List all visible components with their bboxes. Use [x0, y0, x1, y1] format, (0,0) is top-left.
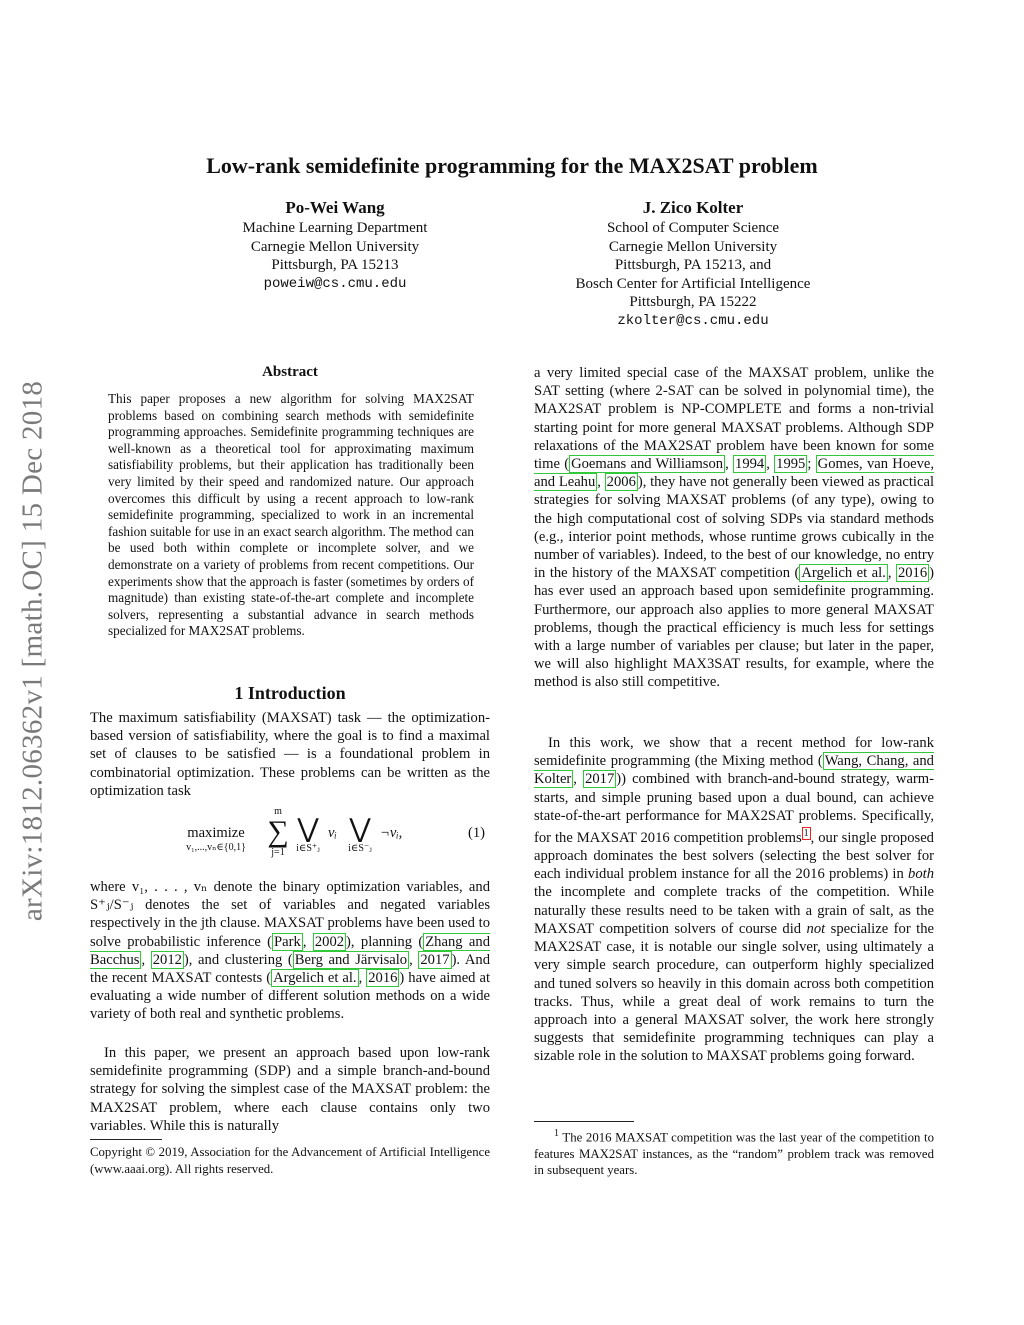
author-affiliation: Pittsburgh, PA 15213	[271, 257, 399, 273]
author-affiliation: Pittsburgh, PA 15213, and	[614, 257, 772, 273]
eq-summation: m ∑ j=1	[267, 806, 289, 858]
citation-link[interactable]: Gomes, van Hoeve, and Leahu	[534, 456, 935, 491]
footnote-rule	[90, 1139, 162, 1140]
citation-link[interactable]: Zhang and Bacchus	[90, 933, 490, 968]
citation-link[interactable]: 2002	[314, 933, 345, 950]
citation-link[interactable]: 2017	[420, 951, 450, 968]
footnote-mark: 1	[554, 1128, 559, 1139]
footnote-text: The 2016 MAXSAT competition was the last year of the competition to features MAX2SAT instances, as the “random” problem track was removed in subsequent years.	[534, 1130, 935, 1178]
citation-link[interactable]: 1994	[735, 456, 765, 473]
citation-link[interactable]: Goemans and Williamson	[571, 456, 724, 473]
author-name: Po-Wei Wang	[285, 198, 385, 217]
intro-paragraph-3: In this paper, we present an approach based upon low-rank semidefinite programming (SDP) and a simple branch-and-bound strategy for solving the simplest case of the MAXSAT problem: the MAX2SAT problem, where each clause contains only two variables. While this is naturally	[90, 1045, 490, 1134]
author-email: zkolter@cs.cmu.edu	[617, 312, 769, 329]
citation-link[interactable]: Argelich et al.	[801, 565, 886, 582]
author-affiliation: Bosch Center for Artificial Intelligence	[575, 275, 811, 292]
author-block-2	[538, 197, 848, 330]
eq-number: (1)	[468, 825, 486, 841]
footnote-1	[534, 1126, 934, 1179]
citation-link[interactable]: Wang, Chang, and Kolter	[534, 753, 934, 788]
citation-link[interactable]: 2016	[897, 565, 928, 582]
section-heading-introduction: 1 Introduction	[234, 683, 346, 703]
eq-negated-variable: ¬vᵢ,	[380, 825, 403, 841]
citation-link[interactable]: Argelich et al.	[273, 970, 357, 987]
author-affiliation: Carnegie Mellon University	[250, 238, 420, 255]
eq-disjunction-negative: ⋁ i∈S⁻ⱼ	[348, 814, 372, 854]
author-affiliation: Pittsburgh, PA 15222	[629, 294, 757, 310]
column2-paragraph-1: a very limited special case of the MAXSAT problem, unlike the SAT setting (where 2-SAT can be solved in polynomial time), the MAX2SAT problem is NP-COMPLETE and forms a non-trivial starting point for more general MAXSAT problems. Although SDP relaxations of the MAX2SAT problem have been known for some time ( Goemans and Williamson , 1994 , 1995 ; Gomes, van Hoeve, and Leahu , 2006 ), they have not generally been viewed as practical strategies for solving MAXSAT problems (of any type), owing to the high computational cost of solving SDPs via standard methods (e.g., interior point methods, whose runtime grows cubically in the number of variables). Indeed, to the best of our knowledge, no entry in the history of the MAXSAT competition ( Argelich et al. , 2016 ) has ever used an approach based upon semidefinite programming. Furthermore, our approach also applies to more general MAXSAT problems, though the practical efficiency is much less for settings with a large number of variables per clause; but later in the paper, we will also highlight MAX3SAT results, for example, where the method is also still competitive.	[534, 365, 935, 691]
intro-paragraph-2: where v₁, . . . , vₙ denote the binary optimization variables, and S⁺ⱼ/S⁻ⱼ denotes the set of variables and negated variables respectively in the jth clause. MAXSAT problems have been used to solve probabilistic inference ( Park , 2002 ), planning ( Zhang and Bacchus , 2012 ), and clustering ( Berg and Järvisalo , 2017 ). And the recent MAXSAT contests ( Argelich et al. , 2016 ) have aimed at evaluating a wide number of different solution methods on a wide variety of both real and synthetic problems.	[90, 879, 491, 1023]
author-email: poweiw@cs.cmu.edu	[263, 275, 407, 292]
citation-link[interactable]: Berg and Järvisalo	[294, 951, 408, 968]
citation-link[interactable]: 2006	[606, 474, 636, 491]
footnote-rule	[534, 1121, 634, 1122]
author-affiliation: Carnegie Mellon University	[608, 238, 778, 255]
equation-1	[90, 806, 490, 872]
author-affiliation: School of Computer Science	[606, 220, 780, 236]
citation-link[interactable]: 2012	[152, 951, 182, 968]
author-name: J. Zico Kolter	[642, 198, 744, 217]
abstract-text: This paper proposes a new algorithm for solving MAX2SAT problems based on combining search methods with semidefinite programming approaches. Semidefinite programming techniques are well-known as a theoretical tool for approximating maximum satisfiability problems, but their application has traditionally been very limited by their speed and randomized nature. Our approach overcomes this difficult by using a recent approach to low-rank semidefinite programming, specialized to work in an incremental fashion suitable for use in an exact search algorithm. The method can be used both within complete or incomplete solver, and we demonstrate on a variety of problems from recent competitions. Our experiments show that the approach is faster (sometimes by orders of magnitude) than existing state-of-the-art complete and incomplete solvers, representing a substantial advance in search methods specialized for MAX2SAT problems.	[108, 391, 474, 639]
arxiv-side-stamp	[8, 326, 58, 976]
eq-variable: vᵢ	[328, 825, 337, 841]
abstract-heading: Abstract	[262, 364, 318, 380]
copyright-notice: Copyright © 2019, Association for the Advancement of Artificial Intelligence (www.aaai.org). All rights reserved.	[90, 1145, 490, 1176]
paper-title: Low-rank semidefinite programming for the MAX2SAT problem	[206, 153, 818, 178]
arxiv-stamp-text: arXiv:1812.06362v1 [math.OC] 15 Dec 2018	[16, 380, 49, 922]
citation-link[interactable]: 1995	[776, 456, 806, 473]
author-block-1	[205, 197, 465, 293]
citation-link[interactable]: 2017	[585, 771, 615, 788]
intro-paragraph-1: The maximum satisfiability (MAXSAT) task — the optimization-based version of satisfiability, where the goal is to find a maximal set of clauses to be satisfied — is a foundational problem in combinatorial optimization. These problems can be written as the optimization task	[90, 710, 490, 799]
citation-link[interactable]: Park	[274, 933, 301, 950]
author-affiliation: Machine Learning Department	[242, 220, 428, 236]
footnote-reference-link[interactable]: 1	[803, 828, 809, 840]
citation-link[interactable]: 2016	[368, 970, 398, 987]
eq-maximize: maximize v₁,...,vₙ∈{0,1}	[186, 825, 246, 853]
column2-paragraph-2: In this work, we show that a recent method for low-rank semidefinite programming (the Mixing method ( Wang, Chang, and Kolter , 2017 )) combined with branch-and-bound strategy, warm-starts, and simple pruning based upon a dual bound, can achieve state-of-the-art performance for MAX2SAT problems. Specifically, for the MAXSAT 2016 competition problems $^1$ , our single proposed approach dominates the best solvers (selecting the best solver for each individual problem instance for all the 2016 problems) in both the incomplete and complete tracks of the competition. While naturally these results need to be taken with a grain of salt, as the MAXSAT competition solvers of course did not specialize for the MAX2SAT case, it is notable our single solver, using ultimately a very simple search procedure, can outperform highly specialized and tuned solvers so heavily in this domain across both competition tracks. Thus, while a great deal of work remains to turn the approach into a general MAXSAT solver, the work here strongly suggests that semidefinite programming techniques can play a sizable role in the solution to MAXSAT problems going forward.	[534, 735, 935, 1065]
eq-disjunction-positive: ⋁ i∈S⁺ⱼ	[296, 814, 320, 854]
